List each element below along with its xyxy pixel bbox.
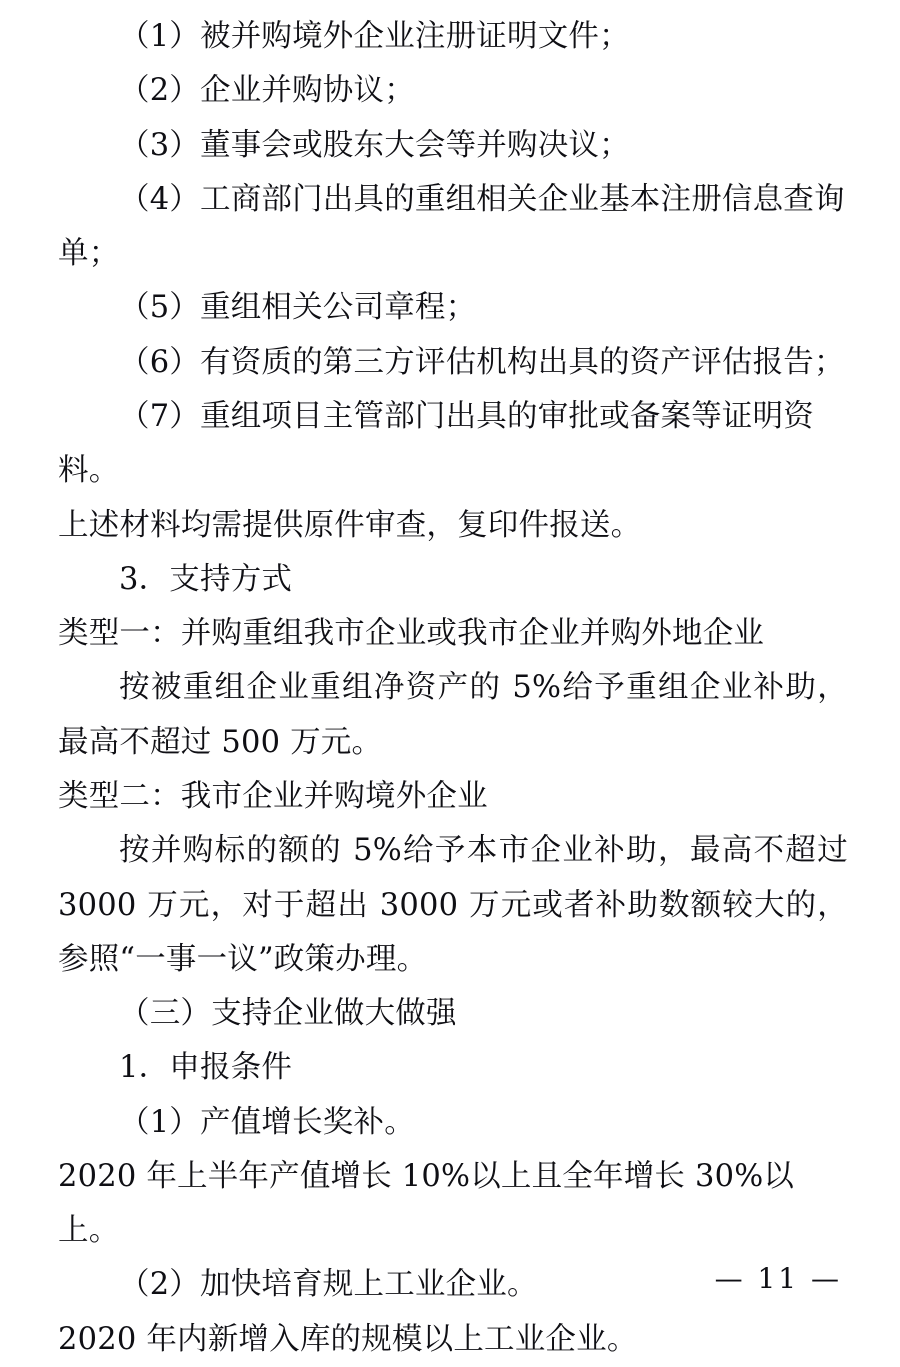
section-heading: 3．支持方式	[119, 561, 293, 597]
subsection-heading: 类型一：并购重组我市企业或我市企业并购外地企业	[58, 616, 765, 652]
list-item: （2）加快培育规上工业企业。	[119, 1267, 538, 1303]
list-item: （3）董事会或股东大会等并购决议；	[119, 127, 630, 163]
section-heading: 1．申报条件	[119, 1050, 293, 1086]
list-item: （1）被并购境外企业注册证明文件；	[119, 19, 630, 54]
body-paragraph: 2020 年内新增入库的规模以上工业企业。	[58, 1321, 638, 1357]
list-item: （5）重组相关公司章程；	[119, 290, 477, 326]
subsection-heading: 类型二：我市企业并购境外企业	[58, 778, 488, 814]
section-heading: （三）支持企业做大做强	[119, 996, 457, 1032]
note-paragraph: 上述材料均需提供原件审查，复印件报送。	[58, 507, 642, 543]
list-item: （7）重组项目主管部门出具的审批或备案等证明资料。	[58, 398, 815, 489]
document-body	[58, 10, 858, 1367]
body-paragraph: 2020 年上半年产值增长 10%以上且全年增长 30%以上。	[58, 1158, 795, 1249]
body-paragraph: 按并购标的额的 5%给予本市企业补助，最高不超过 3000 万元，对于超出 3000 万元或者补助数额较大的，参照“一事一议”政策办理。	[58, 833, 858, 977]
list-item: （6）有资质的第三方评估机构出具的资产评估报告；	[119, 344, 845, 380]
list-item: （2）企业并购协议；	[119, 73, 415, 109]
body-paragraph: 按被重组企业重组净资产的 5%给予重组企业补助，最高不超过 500 万元。	[58, 670, 848, 760]
list-item: （4）工商部门出具的重组相关企业基本注册信息查询单；	[58, 181, 845, 272]
list-item: （1）产值增长奖补。	[119, 1104, 415, 1140]
page-number: — 11 —	[714, 1262, 842, 1295]
